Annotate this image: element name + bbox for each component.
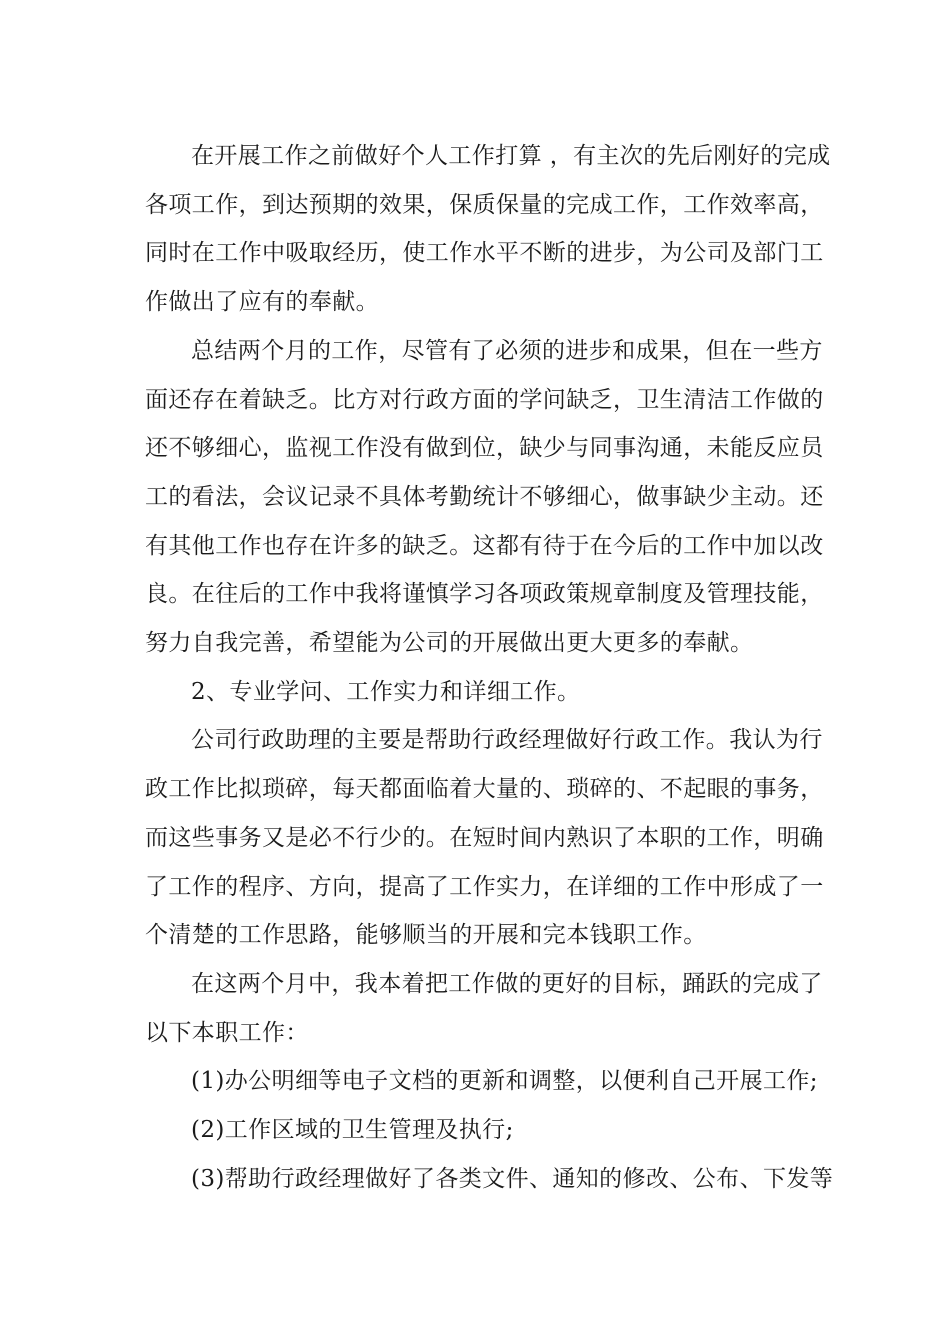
paragraph-line: 作做出了应有的奉献。 <box>145 289 379 316</box>
paragraph-line: 各项工作，到达预期的效果，保质保量的完成工作，工作效率高， <box>145 191 824 218</box>
paragraph-line: 在这两个月中，我本着把工作做的更好的目标，踊跃的完成了 <box>191 970 823 997</box>
paragraph-line: 努力自我完善，希望能为公司的开展做出更大更多的奉献。 <box>145 630 754 657</box>
document-body <box>145 132 834 1203</box>
paragraph-line: 在开展工作之前做好个人工作打算 ，有主次的先后刚好的完成 <box>191 143 831 169</box>
paragraph-line: 总结两个月的工作，尽管有了必须的进步和成果，但在一些方 <box>191 337 823 364</box>
list-item: (1)办公明细等电子文档的更新和调整，以便利自己开展工作; <box>191 1068 818 1095</box>
paragraph-line: 面还存在着缺乏。比方对行政方面的学问缺乏，卫生清洁工作做的 <box>145 386 824 413</box>
paragraph-line: 政工作比拟琐碎，每天都面临着大量的、琐碎的、不起眼的事务， <box>145 776 824 803</box>
paragraph-line: 还不够细心，监视工作没有做到位，缺少与同事沟通，未能反应员 <box>145 435 824 462</box>
list-item: (2)工作区域的卫生管理及执行; <box>191 1117 514 1144</box>
list-item: (3)帮助行政经理做好了各类文件、通知的修改、公布、下发等 <box>191 1165 834 1192</box>
paragraph-line: 而这些事务又是必不行少的。在短时间内熟识了本职的工作，明确 <box>145 824 824 851</box>
paragraph-line: 有其他工作也存在许多的缺乏。这都有待于在今后的工作中加以改 <box>145 532 824 559</box>
paragraph-line: 以下本职工作： <box>145 1019 309 1046</box>
paragraph-line: 个清楚的工作思路，能够顺当的开展和完本钱职工作。 <box>145 922 707 949</box>
paragraph-line: 良。在往后的工作中我将谨慎学习各项政策规章制度及管理技能， <box>145 581 824 608</box>
paragraph-line: 同时在工作中吸取经历，使工作水平不断的进步，为公司及部门工 <box>145 240 824 267</box>
paragraph-line: 了工作的程序、方向，提高了工作实力，在详细的工作中形成了一 <box>145 873 824 900</box>
paragraph-line: 工的看法，会议记录不具体考勤统计不够细心，做事缺少主动。还 <box>145 483 824 510</box>
section-heading: 2、专业学问、工作实力和详细工作。 <box>191 678 581 705</box>
paragraph-line: 公司行政助理的主要是帮助行政经理做好行政工作。我认为行 <box>191 727 823 754</box>
